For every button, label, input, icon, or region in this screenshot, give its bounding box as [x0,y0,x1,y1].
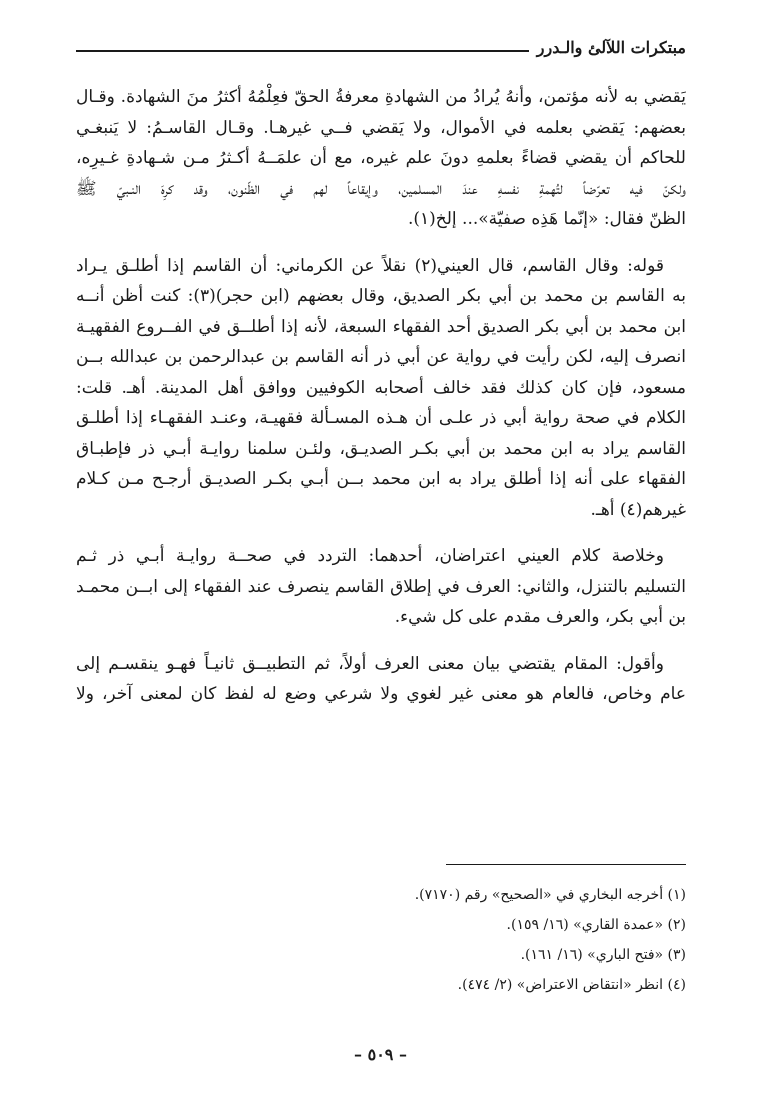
text-line: مسعود، فإن كان كذلك فقد خالف أصحابه الكوفيين ووافق أهل المدينة. أهـ. قلت: [76,377,686,398]
header-rule [76,50,529,52]
text-line: وأقول: المقام يقتضي بيان معنى العرف أولاً، ثم التطبيــق ثانيـاً فهـو ينقسـم إلى [76,653,664,674]
footnote-separator [446,864,686,865]
footnote-3: (٣) «فتح الباري» (١٦/ ١٦١). [520,947,686,963]
text-line: القاسم يراد به ابن محمد بن أبي بكـر الصديـق، ولئـن سلمنا روايـة أبـي ذر فإطبـاق [76,438,686,459]
header-title: مبتكرات اللآلئ والـدرر [536,37,686,57]
paragraph-4 [76,649,686,710]
text-line: عام وخاص، فالعام هو معنى غير لغوي ولا شرعي وضع له لفظ كان لمعنى آخر، ولا [76,684,686,704]
footnotes [250,880,686,1000]
text-line: الكلام في صحة رواية أبي ذر علـى أن هـذه المسـألة فقهيـة، وعنـد الفقهـاء إذا أطلـق [76,408,686,428]
text-line: انصرف إليه، لكن رأيت في رواية عن أبي ذر أنه القاسم بن عبدالرحمن بن عبدالله بــن [76,347,686,367]
paragraph-2 [76,251,686,526]
text-line: وخلاصة كلام العيني اعتراضان، أحدهما: التردد في صحــة روايـة أبـي ذر ثـم [76,546,664,566]
body-text [76,82,686,726]
text-line: التسليم بالتنزل، والثاني: العرف في إطلاق القاسم ينصرف عند الفقهاء إلى ابــن محمـد [76,576,686,597]
text-line: غيرهم(٤) أهـ. [590,499,686,520]
text-line: ولكنّ فيه تعرّضاً لتُهمةِ نفسهِ عندَ المسلمين، وإيقاعاً لهم في الظّنون، وقد كرِهَ النـبيّ ﷺ [76,178,686,199]
text-line: يَقضي به لأنه مؤتمن، وأنهُ يُرادُ من الشهادةِ معرفةُ الحقّ فعِلْمُهُ أكثرُ منَ الشهادة. وقـال [76,87,686,107]
text-line: الفقهاء على أنه إذا أطلق يراد به ابن محمد بــن أبـي بكـر الصديـق أرجـح مـن كـلام [76,469,686,489]
text-line: به القاسم بن محمد بن أبي بكر الصديق، وقال بعضهم (ابن حجر)(٣): كنت أظن أنــه [76,286,686,306]
text-line: ابن محمد بن أبي بكر الصديق أحد الفقهاء السبعة، لأنه إذا أطلــق في الفــروع الفقهيـة [76,316,686,337]
paragraph-1 [76,82,686,235]
text-line: للحاكم أن يقضي قضاءً بعلمهِ دونَ علم غيره، مع أن علمَــهُ أكـثرُ مـن شـهادةِ غـيرِه، [76,148,686,168]
footnote-1: (١) أخرجه البخاري في «الصحيح» رقم (٧١٧٠). [414,887,686,903]
text-line: قوله: وقال القاسم، قال العيني(٢) نقلاً عن الكرماني: أن القاسم إذا أطلـق يـراد [76,255,664,276]
footnote-2: (٢) «عمدة القاري» (١٦/ ١٥٩). [506,917,686,933]
text-line: بعضهم: يَقضي بعلمه في الأموال، ولا يَقضي فــي غيرهـا. وقـال القاسـمُ: لا يَنبغـي [76,117,686,138]
footnote-4: (٤) انظر «انتقاض الاعتراض» (٢/ ٤٧٤). [457,977,686,993]
page-number: – ٥٠٩ – [354,1045,407,1064]
text-line: الظنّ فقال: «إنّما هَذِه صفيّة»... إلخ(١). [407,209,686,229]
text-line: بن أبي بكر، والعرف مقدم على كل شيء. [394,607,686,627]
running-header [76,32,686,62]
paragraph-3 [76,541,686,633]
